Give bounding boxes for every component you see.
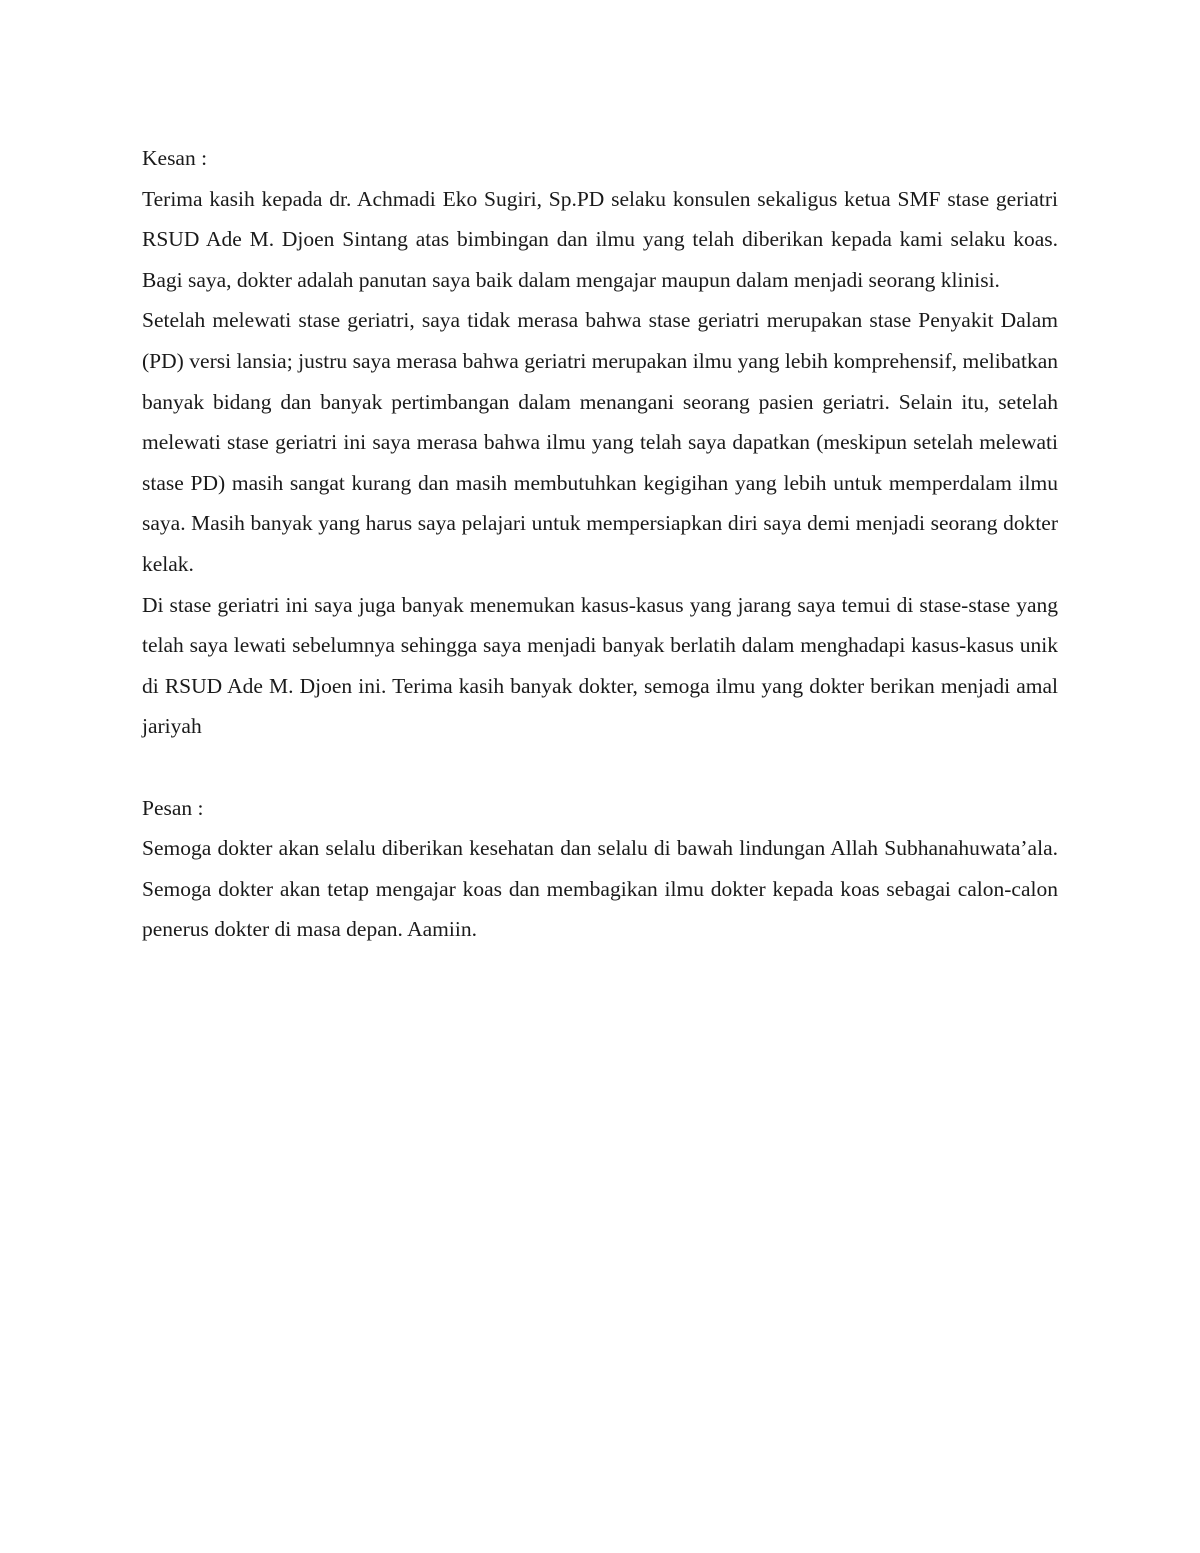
section-spacer — [142, 747, 1058, 788]
pesan-paragraph: Semoga dokter akan selalu diberikan kesehatan dan selalu di bawah lindungan Allah Subhanahuwata’ala. Semoga dokter akan tetap mengajar koas dan membagikan ilmu dokter kepada koas sebagai calon-calon penerus dokter di masa depan. Aamiin. — [142, 836, 1058, 942]
kesan-heading: Kesan : — [142, 146, 208, 170]
pesan-heading: Pesan : — [142, 795, 204, 820]
kesan-paragraph-3: Di stase geriatri ini saya juga banyak menemukan kasus-kasus yang jarang saya temui di stase-stase yang telah saya lewati sebelumnya sehingga saya menjadi banyak berlatih dalam menghadapi kasus-kasus unik di RSUD Ade M. Djoen ini. Terima kasih banyak dokter, semoga ilmu yang dokter berikan menjadi amal jariyah — [142, 592, 1058, 739]
kesan-paragraph-1: Terima kasih kepada dr. Achmadi Eko Sugiri, Sp.PD selaku konsulen sekaligus ketua SMF stase geriatri RSUD Ade M. Djoen Sintang atas bimbingan dan ilmu yang telah diberikan kepada kami selaku koas. Bagi saya, dokter adalah panutan saya baik dalam mengajar maupun dalam menjadi seorang klinisi. — [142, 186, 1058, 292]
document-body — [142, 138, 1058, 950]
kesan-paragraph-2: Setelah melewati stase geriatri, saya tidak merasa bahwa stase geriatri merupakan stase Penyakit Dalam (PD) versi lansia; justru saya merasa bahwa geriatri merupakan ilmu yang lebih komprehensif, melibatkan banyak bidang dan banyak pertimbangan dalam menangani seorang pasien geriatri. Selain itu, setelah melewati stase geriatri ini saya merasa bahwa ilmu yang telah saya dapatkan (meskipun setelah melewati stase PD) masih sangat kurang dan masih membutuhkan kegigihan yang lebih untuk memperdalam ilmu saya. Masih banyak yang harus saya pelajari untuk mempersiapkan diri saya demi menjadi seorang dokter kelak. — [142, 308, 1058, 576]
